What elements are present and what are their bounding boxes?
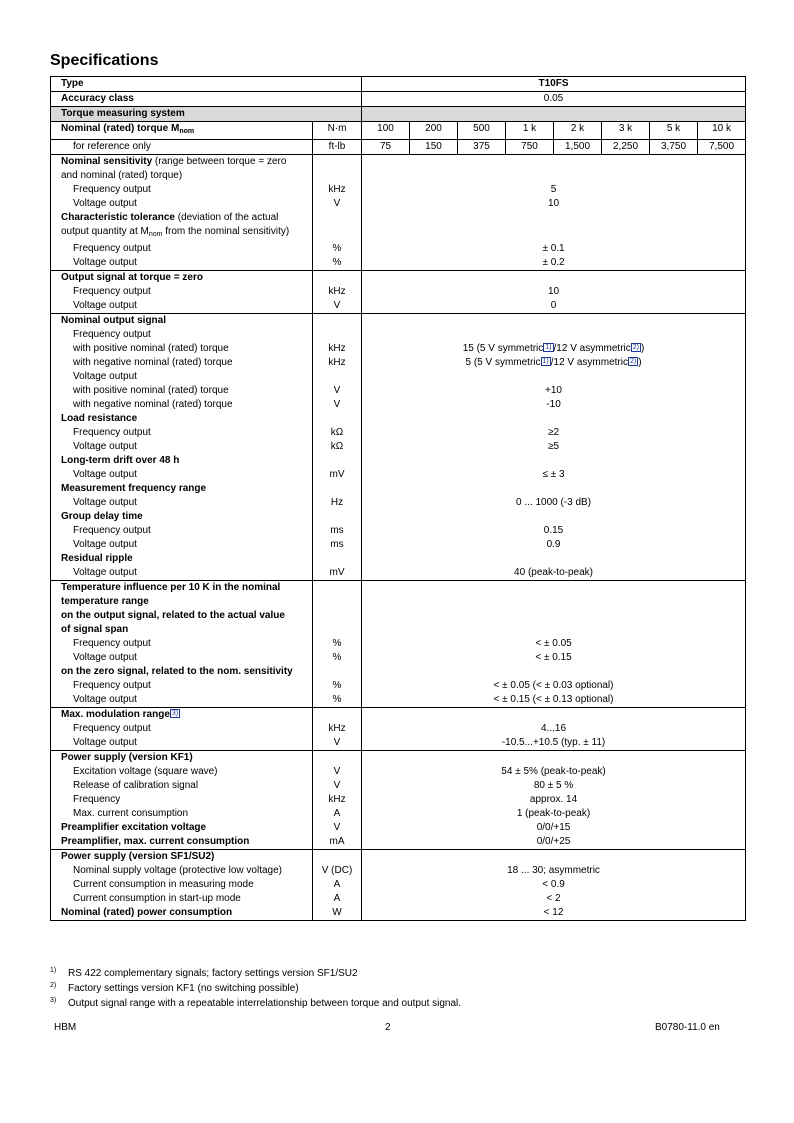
spec-label: with positive nominal (rated) torque [51, 384, 313, 398]
spec-label: Frequency output [51, 426, 313, 440]
nominal-torque-value: 10 k [698, 122, 746, 140]
reference-value: 2,250 [602, 140, 650, 155]
spec-unit: kHz [313, 342, 362, 356]
spec-row [51, 566, 746, 581]
spec-unit [313, 595, 362, 609]
spec-label: Long-term drift over 48 h [51, 454, 313, 468]
torque-section-row [51, 107, 746, 122]
spec-value [362, 751, 746, 766]
spec-row [51, 440, 746, 454]
spec-value: 5 [362, 183, 746, 197]
spec-unit: V [313, 398, 362, 412]
spec-value: approx. 14 [362, 793, 746, 807]
spec-label: Frequency output [51, 183, 313, 197]
spec-unit: % [313, 242, 362, 256]
spec-unit: A [313, 878, 362, 892]
spec-label: output quantity at $M_{nom}$ from the nominal sensitivity) [51, 225, 313, 242]
spec-row [51, 538, 746, 552]
spec-value: ≥2 [362, 426, 746, 440]
spec-value [362, 370, 746, 384]
spec-row [51, 552, 746, 566]
spec-row [51, 581, 746, 596]
footer-left: HBM [54, 1022, 77, 1033]
spec-value [362, 850, 746, 865]
spec-unit [313, 271, 362, 286]
spec-value [362, 708, 746, 723]
spec-value: -10.5...+10.5 (typ. ± 11) [362, 736, 746, 751]
spec-label: Voltage output [51, 566, 313, 581]
spec-label: Output signal at torque = zero [51, 271, 313, 286]
spec-label: Voltage output [51, 440, 313, 454]
spec-row [51, 183, 746, 197]
spec-unit: A [313, 807, 362, 821]
spec-row [51, 197, 746, 211]
spec-unit [313, 751, 362, 766]
spec-unit: V [313, 299, 362, 314]
type-value: T10FS [362, 77, 746, 92]
spec-row [51, 328, 746, 342]
spec-value: 80 ± 5 % [362, 779, 746, 793]
spec-value: 0.15 [362, 524, 746, 538]
spec-row [51, 878, 746, 892]
spec-label: with negative nominal (rated) torque [51, 356, 313, 370]
spec-value: 4...16 [362, 722, 746, 736]
spec-row [51, 482, 746, 496]
nominal-torque-label: Nominal (rated) torque $M_{nom}$ [51, 122, 313, 140]
spec-row [51, 510, 746, 524]
spec-unit: V [313, 821, 362, 835]
spec-row [51, 370, 746, 384]
spec-unit: kHz [313, 793, 362, 807]
spec-unit: Hz [313, 496, 362, 510]
specifications-table [50, 76, 746, 921]
spec-label: Power supply (version KF1) [51, 751, 313, 766]
spec-unit: W [313, 906, 362, 921]
spec-label: on the output signal, related to the actual value [51, 609, 313, 623]
spec-value: 18 ... 30; asymmetric [362, 864, 746, 878]
spec-label: Nominal (rated) power consumption [51, 906, 313, 921]
spec-row [51, 793, 746, 807]
reference-value: 150 [410, 140, 458, 155]
spec-row [51, 256, 746, 271]
spec-row [51, 314, 746, 329]
spec-value: 40 (peak-to-peak) [362, 566, 746, 581]
spec-unit [313, 850, 362, 865]
spec-row [51, 398, 746, 412]
spec-row [51, 765, 746, 779]
spec-label: Frequency output [51, 285, 313, 299]
footnote-ref: 3) [171, 710, 179, 717]
torque-section-spacer [362, 107, 746, 122]
spec-row [51, 271, 746, 286]
spec-row [51, 225, 746, 242]
spec-unit: % [313, 637, 362, 651]
spec-unit: % [313, 679, 362, 693]
spec-value: 0/0/+15 [362, 821, 746, 835]
spec-row [51, 850, 746, 865]
spec-value [362, 271, 746, 286]
accuracy-value: 0.05 [362, 92, 746, 107]
spec-row [51, 679, 746, 693]
spec-row [51, 651, 746, 665]
spec-label: Frequency output [51, 637, 313, 651]
spec-unit [313, 225, 362, 242]
spec-value [362, 169, 746, 183]
spec-label: Voltage output [51, 538, 313, 552]
spec-unit: V [313, 197, 362, 211]
spec-value: < ± 0.05 [362, 637, 746, 651]
spec-unit: V [313, 384, 362, 398]
spec-label: Residual ripple [51, 552, 313, 566]
spec-label: Nominal output signal [51, 314, 313, 329]
spec-row [51, 454, 746, 468]
spec-label: Voltage output [51, 651, 313, 665]
footnote: 3) Output signal range with a repeatable interrelationship between torque and output signal. [50, 997, 462, 1009]
nominal-torque-value: 1 k [506, 122, 554, 140]
nominal-torque-value: 5 k [650, 122, 698, 140]
spec-row [51, 412, 746, 426]
spec-label: Preamplifier, max. current consumption [51, 835, 313, 850]
reference-label: for reference only [51, 140, 313, 155]
spec-value: < ± 0.15 (< ± 0.13 optional) [362, 693, 746, 708]
spec-label: of signal span [51, 623, 313, 637]
spec-value [362, 155, 746, 170]
spec-unit [313, 552, 362, 566]
spec-label: Voltage output [51, 468, 313, 482]
spec-row [51, 665, 746, 679]
accuracy-label: Accuracy class [51, 92, 362, 107]
spec-value [362, 482, 746, 496]
spec-unit: kHz [313, 722, 362, 736]
spec-value [362, 609, 746, 623]
spec-row [51, 524, 746, 538]
reference-value: 75 [362, 140, 410, 155]
spec-label: Preamplifier excitation voltage [51, 821, 313, 835]
spec-row [51, 864, 746, 878]
spec-row [51, 468, 746, 482]
spec-unit: mA [313, 835, 362, 850]
footnotes [50, 966, 461, 1011]
spec-row [51, 637, 746, 651]
spec-value: 0/0/+25 [362, 835, 746, 850]
spec-unit [313, 665, 362, 679]
spec-unit [313, 454, 362, 468]
spec-value [362, 412, 746, 426]
page-number: 2 [385, 1022, 391, 1033]
type-label: Type [51, 77, 362, 92]
spec-unit: kΩ [313, 440, 362, 454]
spec-value: < 0.9 [362, 878, 746, 892]
spec-value [362, 328, 746, 342]
spec-label: Frequency output [51, 722, 313, 736]
reference-row [51, 140, 746, 155]
spec-row [51, 595, 746, 609]
spec-unit: ms [313, 524, 362, 538]
spec-row [51, 384, 746, 398]
spec-value [362, 454, 746, 468]
spec-row [51, 807, 746, 821]
document-number: B0780-11.0 en [655, 1022, 720, 1033]
nominal-torque-unit: N·m [313, 122, 362, 140]
spec-unit: kHz [313, 356, 362, 370]
spec-unit: V (DC) [313, 864, 362, 878]
spec-label: Voltage output [51, 370, 313, 384]
spec-row [51, 708, 746, 723]
spec-label: Release of calibration signal [51, 779, 313, 793]
spec-label: Characteristic tolerance (deviation of the actual [51, 211, 313, 225]
spec-row [51, 285, 746, 299]
spec-unit: mV [313, 468, 362, 482]
spec-label: Current consumption in start-up mode [51, 892, 313, 906]
spec-label: Frequency output [51, 242, 313, 256]
spec-value [362, 314, 746, 329]
spec-value: ± 0.2 [362, 256, 746, 271]
spec-value: 0 [362, 299, 746, 314]
spec-label: Excitation voltage (square wave) [51, 765, 313, 779]
spec-unit [313, 412, 362, 426]
spec-value: 15 (5 V symmetric 1) /12 V asymmetric 2) ) [362, 342, 746, 356]
spec-unit: % [313, 693, 362, 708]
spec-value: 0.9 [362, 538, 746, 552]
spec-value [362, 552, 746, 566]
spec-unit [313, 169, 362, 183]
spec-value [362, 623, 746, 637]
spec-unit: kHz [313, 183, 362, 197]
spec-label: Temperature influence per 10 K in the nominal [51, 581, 313, 596]
spec-label: temperature range [51, 595, 313, 609]
spec-unit [313, 581, 362, 596]
spec-row [51, 211, 746, 225]
spec-row [51, 623, 746, 637]
spec-label: with negative nominal (rated) torque [51, 398, 313, 412]
spec-value [362, 581, 746, 596]
spec-label: Load resistance [51, 412, 313, 426]
spec-row [51, 821, 746, 835]
spec-row [51, 892, 746, 906]
spec-value: 54 ± 5% (peak-to-peak) [362, 765, 746, 779]
spec-unit [313, 623, 362, 637]
spec-label: on the zero signal, related to the nom. sensitivity [51, 665, 313, 679]
spec-unit: kHz [313, 285, 362, 299]
spec-value: ≥5 [362, 440, 746, 454]
spec-value: < ± 0.15 [362, 651, 746, 665]
type-row [51, 77, 746, 92]
reference-value: 3,750 [650, 140, 698, 155]
spec-label: Nominal sensitivity (range between torque = zero [51, 155, 313, 170]
spec-value: < 2 [362, 892, 746, 906]
spec-unit [313, 314, 362, 329]
spec-row [51, 496, 746, 510]
spec-value: +10 [362, 384, 746, 398]
reference-value: 1,500 [554, 140, 602, 155]
footnote-ref: 1) [542, 358, 549, 365]
reference-value: 375 [458, 140, 506, 155]
spec-row [51, 356, 746, 370]
spec-value: ± 0.1 [362, 242, 746, 256]
spec-unit: mV [313, 566, 362, 581]
spec-label: Voltage output [51, 496, 313, 510]
spec-label: Power supply (version SF1/SU2) [51, 850, 313, 865]
spec-value [362, 665, 746, 679]
spec-value: 1 (peak-to-peak) [362, 807, 746, 821]
spec-value: ≤ ± 3 [362, 468, 746, 482]
nominal-torque-value: 200 [410, 122, 458, 140]
reference-value: 750 [506, 140, 554, 155]
spec-row [51, 426, 746, 440]
spec-row [51, 835, 746, 850]
torque-section-label: Torque measuring system [51, 107, 362, 122]
spec-unit: V [313, 736, 362, 751]
nominal-torque-value: 100 [362, 122, 410, 140]
spec-label: Voltage output [51, 736, 313, 751]
accuracy-row [51, 92, 746, 107]
spec-unit [313, 328, 362, 342]
spec-unit [313, 609, 362, 623]
spec-label: Group delay time [51, 510, 313, 524]
spec-label: and nominal (rated) torque) [51, 169, 313, 183]
spec-value: 10 [362, 197, 746, 211]
spec-row [51, 722, 746, 736]
spec-unit: ms [313, 538, 362, 552]
spec-row [51, 736, 746, 751]
spec-row [51, 169, 746, 183]
spec-unit: V [313, 779, 362, 793]
spec-value: 5 (5 V symmetric 1) /12 V asymmetric 2) ) [362, 356, 746, 370]
spec-unit: A [313, 892, 362, 906]
spec-unit [313, 211, 362, 225]
spec-value: < ± 0.05 (< ± 0.03 optional) [362, 679, 746, 693]
spec-unit: kΩ [313, 426, 362, 440]
spec-value: -10 [362, 398, 746, 412]
spec-value: < 12 [362, 906, 746, 921]
nominal-torque-value: 500 [458, 122, 506, 140]
spec-label: Measurement frequency range [51, 482, 313, 496]
spec-label: Frequency output [51, 679, 313, 693]
spec-label: Nominal supply voltage (protective low voltage) [51, 864, 313, 878]
spec-unit [313, 708, 362, 723]
nominal-torque-value: 3 k [602, 122, 650, 140]
spec-label: Max. current consumption [51, 807, 313, 821]
reference-value: 7,500 [698, 140, 746, 155]
footnote: 1) RS 422 complementary signals; factory settings version SF1/SU2 [50, 967, 358, 979]
spec-row [51, 779, 746, 793]
spec-row [51, 693, 746, 708]
spec-value: 10 [362, 285, 746, 299]
spec-row [51, 906, 746, 921]
footnote: 2) Factory settings version KF1 (no switching possible) [50, 982, 299, 994]
spec-label: Frequency output [51, 328, 313, 342]
spec-row [51, 155, 746, 170]
spec-unit [313, 155, 362, 170]
spec-row [51, 609, 746, 623]
spec-unit [313, 370, 362, 384]
footnote-ref: 1) [545, 344, 552, 351]
spec-label: Frequency output [51, 524, 313, 538]
spec-unit: % [313, 651, 362, 665]
spec-label: Voltage output [51, 256, 313, 271]
reference-unit: ft-lb [313, 140, 362, 155]
spec-value: 0 ... 1000 (-3 dB) [362, 496, 746, 510]
spec-row [51, 751, 746, 766]
page-title: Specifications [50, 52, 159, 69]
spec-unit [313, 510, 362, 524]
spec-label: Frequency [51, 793, 313, 807]
nominal-torque-value: 2 k [554, 122, 602, 140]
spec-row [51, 299, 746, 314]
spec-label: Current consumption in measuring mode [51, 878, 313, 892]
spec-unit: V [313, 765, 362, 779]
spec-label: Voltage output [51, 299, 313, 314]
spec-value [362, 211, 746, 225]
footnote-ref: 2) [632, 344, 639, 351]
spec-unit [313, 482, 362, 496]
spec-row [51, 342, 746, 356]
footnote-ref: 2) [629, 358, 637, 365]
spec-value [362, 510, 746, 524]
spec-row [51, 242, 746, 256]
spec-value [362, 225, 746, 242]
spec-label: Voltage output [51, 693, 313, 708]
nominal-torque-row [51, 122, 746, 140]
spec-value [362, 595, 746, 609]
spec-label: Max. modulation range 3) [51, 708, 313, 723]
spec-label: Voltage output [51, 197, 313, 211]
spec-unit: % [313, 256, 362, 271]
spec-label: with positive nominal (rated) torque [51, 342, 313, 356]
